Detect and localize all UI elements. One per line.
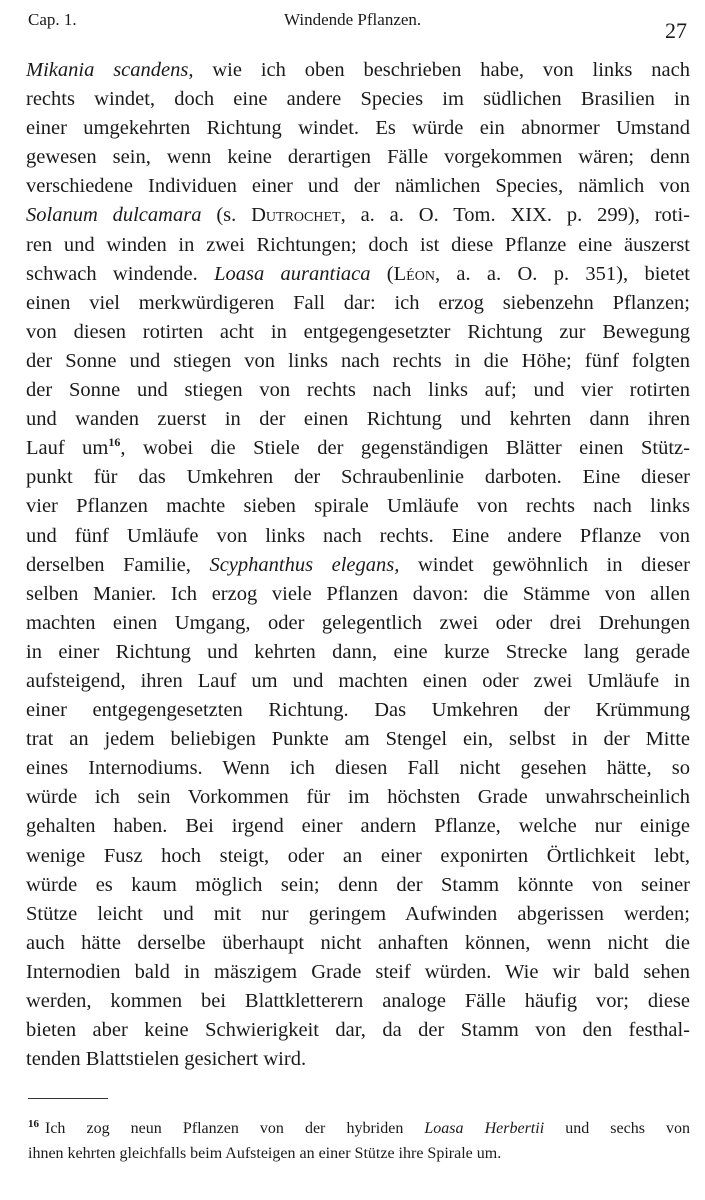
species-name: Loasa aurantiaca: [214, 262, 371, 285]
text-line: Stütze leicht und mit nur geringem Aufwinden abgerissen werden;: [26, 902, 690, 925]
footnote-reference: 16: [108, 435, 121, 450]
footnote-line: ihnen kehrten gleichfalls beim Aufsteigen an einer Stütze ihre Spirale um.: [28, 1145, 502, 1162]
text-line: würde ich sein Vorkommen für im höchsten Grade unwahrscheinlich: [26, 786, 690, 809]
text-line: und wanden zuerst in der einen Richtung und kehrten dann ihren: [26, 408, 690, 431]
text-line: der Sonne und stiegen von links nach rechts in die Höhe; fünf folgten: [26, 349, 690, 372]
text-line: würde es kaum möglich sein; denn der Stamm könnte von seiner: [26, 873, 690, 896]
text-line: Solanum dulcamara (s. Dutrochet, a. a. O. Tom. XIX. p. 299), roti-: [26, 204, 691, 227]
text-line: einer umgekehrten Richtung windet. Es würde ein abnormer Umstand: [26, 117, 690, 140]
text-line: in einer Richtung und kehrten dann, eine kurze Strecke lang gerade: [26, 640, 690, 663]
species-name: Solanum dulcamara: [26, 204, 202, 227]
running-header: [28, 6, 687, 42]
text-line: trat an jedem beliebigen Punkte am Stengel ein, selbst in der Mitte: [26, 728, 690, 751]
main-paragraph: [26, 56, 690, 1074]
text-line: einer entgegengesetzten Richtung. Das Umkehren der Krümmung: [26, 699, 690, 722]
text-line: machten einen Umgang, oder gelegentlich zwei oder drei Drehungen: [26, 611, 690, 634]
footnote-divider: [28, 1098, 108, 1099]
text-line: Mikania scandens, wie ich oben beschrieben habe, von links nach: [26, 59, 690, 81]
text-line: punkt für das Umkehren der Schraubenlinie darboten. Eine dieser: [26, 466, 690, 489]
footnote-line: $^{16}$ Ich zog neun Pflanzen von der hybriden Loasa Herbertii und sechs von: [28, 1118, 691, 1137]
text-line: tenden Blattstielen gesichert wird.: [26, 1048, 307, 1071]
text-line: rechts windet, doch eine andere Species im südlichen Brasilien in: [26, 88, 690, 111]
footnote: [28, 1112, 690, 1166]
text-line: schwach windende. Loasa aurantiaca (Léon, a. a. O. p. 351), bietet: [26, 262, 690, 285]
species-name: Loasa Herbertii: [424, 1120, 545, 1137]
text-line: verschiedene Individuen einer und der nämlichen Species, nämlich von: [26, 175, 690, 198]
text-line: selben Manier. Ich erzog viele Pflanzen davon: die Stämme von allen: [26, 582, 690, 605]
page-number: 27: [665, 18, 687, 43]
text-line: ren und winden in zwei Richtungen; doch ist diese Pflanze eine äuszerst: [26, 233, 690, 256]
text-line: gewesen sein, wenn keine derartigen Fälle vorgekommen wären; denn: [26, 146, 690, 169]
text-line: einen viel merkwürdigeren Fall dar: ich erzog siebenzehn Pflanzen;: [26, 291, 690, 314]
footnote-mark: 16: [28, 1118, 39, 1130]
running-title: Windende Pflanzen.: [284, 10, 422, 29]
text-line: vier Pflanzen machte sieben spirale Umläufe von rechts nach links: [26, 495, 690, 518]
text-line: aufsteigend, ihren Lauf um und machten einen oder zwei Umläufe in: [26, 669, 690, 692]
author-name: Dutrochet: [251, 204, 341, 227]
text-line: eines Internodiums. Wenn ich diesen Fall nicht gesehen hätte, so: [26, 757, 690, 780]
species-name: Mikania scandens: [26, 59, 189, 81]
text-line: derselben Familie, Scyphanthus elegans, windet gewöhnlich in dieser: [26, 553, 690, 576]
text-line: auch hätte derselbe überhaupt nicht anhaften können, wenn nicht die: [26, 931, 690, 954]
text-line: gehalten haben. Bei irgend einer andern Pflanze, welche nur einige: [26, 815, 690, 838]
author-name: Léon: [393, 262, 435, 285]
species-name: Scyphanthus elegans,: [209, 553, 400, 576]
text-line: von diesen rotirten acht in entgegengesetzter Richtung zur Bewegung: [26, 320, 690, 343]
text-line: Lauf $um^{16}$, wobei die Stiele der gegenständigen Blätter einen Stütz-: [26, 435, 690, 460]
text-line: und fünf Umläufe von links nach rechts. Eine andere Pflanze von: [26, 524, 690, 547]
chapter-label: Cap. 1.: [28, 10, 77, 29]
text-line: Internodien bald in mäszigem Grade steif würden. Wie wir bald sehen: [26, 960, 690, 983]
text-line: werden, kommen bei Blattkletterern analoge Fälle häufig vor; diese: [26, 990, 690, 1012]
text-line: der Sonne und stiegen von rechts nach links auf; und vier rotirten: [26, 379, 690, 402]
text-line: bieten aber keine Schwierigkeit dar, da der Stamm von den festhal-: [26, 1019, 690, 1042]
text-line: wenige Fusz hoch steigt, oder an einer exponirten Örtlichkeit lebt,: [26, 844, 690, 867]
